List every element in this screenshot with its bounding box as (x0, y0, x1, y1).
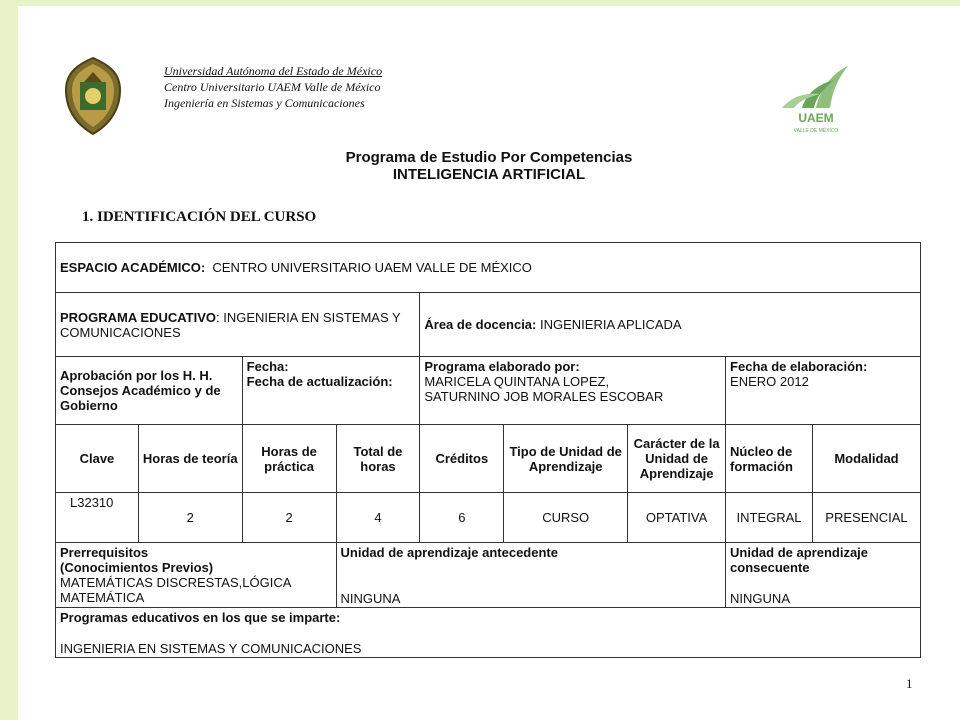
header-cell: Clave (56, 425, 139, 493)
programa-value: : INGENIERIA EN SISTEMAS Y COMUNICACIONES (60, 309, 401, 340)
header-cell: Núcleo de formación (726, 425, 813, 493)
antecedente-label: Unidad de aprendizaje antecedente (340, 545, 558, 560)
consecuente-label: Unidad de aprendizaje consecuente (730, 545, 869, 575)
document-page (18, 6, 960, 720)
header-cell: Carácter de la Unidad de Aprendizaje (628, 425, 726, 493)
career-name: Ingeniería en Sistemas y Comunicaciones (164, 96, 365, 110)
section-heading: 1. IDENTIFICACIÓN DEL CURSO (82, 209, 317, 225)
uaem-seal-icon (62, 56, 124, 136)
page-number: 1 (906, 676, 913, 691)
header-cell: Horas de práctica (242, 425, 336, 493)
consecuente-value: NINGUNA (730, 591, 790, 606)
prerrequisitos-value: MATEMÁTICAS DISCRESTAS,LÓGICA MATEMÁTICA (60, 575, 291, 605)
espacio-value: CENTRO UNIVERSITARIO UAEM VALLE DE MÉXICO (212, 260, 532, 275)
row-aprobacion (56, 357, 921, 425)
espacio-label: ESPACIO ACADÉMICO: (60, 260, 206, 275)
uaem-valle-logo (776, 64, 856, 138)
programa-label: PROGRAMA EDUCATIVO (60, 309, 216, 325)
row-espacio (56, 243, 921, 293)
fecha-label: Fecha: (246, 359, 289, 374)
aprobacion-label: Aprobación por los H. H. Consejos Académico y de Gobierno (56, 357, 243, 425)
area-value: INGENIERIA APLICADA (540, 317, 682, 332)
elaborado-label: Programa elaborado por: (424, 359, 580, 374)
svg-text:VALLE DE MÉXICO: VALLE DE MÉXICO (793, 128, 839, 134)
conocimientos-previos-label: (Conocimientos Previos) (60, 560, 214, 575)
programas-value: INGENIERIA EN SISTEMAS Y COMUNICACIONES (60, 641, 362, 656)
header-cell: Modalidad (812, 425, 920, 493)
course-title: INTELIGENCIA ARTIFICIAL (392, 166, 586, 183)
value-cell: 6 (420, 493, 504, 543)
header-cell: Tipo de Unidad de Aprendizaje (504, 425, 628, 493)
value-cell: L32310 (56, 493, 139, 543)
row-programas (56, 608, 921, 658)
header-cell: Total de horas (336, 425, 420, 493)
value-cell: 2 (138, 493, 242, 543)
value-cell: OPTATIVA (628, 493, 726, 543)
fecha-elaboracion-label: Fecha de elaboración: (730, 359, 868, 374)
value-cell: CURSO (504, 493, 628, 543)
value-cell: 4 (336, 493, 420, 543)
slide-frame-left (0, 0, 18, 720)
course-identification-table (55, 242, 921, 658)
value-cell: PRESENCIAL (812, 493, 920, 543)
programas-label: Programas educativos en los que se imparte: (60, 610, 341, 625)
value-cell: 2 (242, 493, 336, 543)
area-label: Área de docencia: (424, 317, 537, 332)
header-cell: Horas de teoría (138, 425, 242, 493)
row-headers (56, 425, 921, 493)
fecha-actualizacion-label: Fecha de actualización: (246, 374, 393, 389)
row-values (56, 493, 921, 543)
fecha-elaboracion-value: ENERO 2012 (730, 374, 809, 389)
svg-text:UAEM: UAEM (798, 111, 834, 125)
value-cell: INTEGRAL (726, 493, 813, 543)
university-name: Universidad Autónoma del Estado de México (164, 64, 383, 78)
elaborado-author-2: SATURNINO JOB MORALES ESCOBAR (424, 389, 664, 404)
institution-header (164, 63, 382, 111)
antecedente-value: NINGUNA (340, 591, 401, 606)
header-cell: Créditos (420, 425, 504, 493)
prerrequisitos-label: Prerrequisitos (60, 545, 149, 560)
row-prerrequisitos (56, 543, 921, 608)
program-title: Programa de Estudio Por Competencias (345, 149, 633, 166)
row-programa (56, 293, 921, 357)
elaborado-author-1: MARICELA QUINTANA LOPEZ, (424, 374, 610, 389)
center-name: Centro Universitario UAEM Valle de México (164, 80, 381, 94)
